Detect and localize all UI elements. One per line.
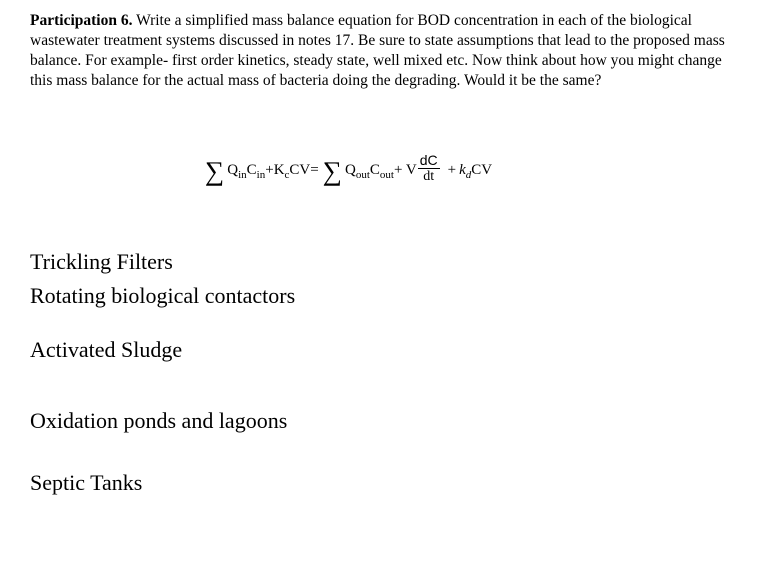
eq-plus-v: + V: [393, 161, 417, 178]
mass-balance-equation: [205, 148, 492, 192]
eq-derivative-fraction: [418, 152, 440, 185]
instruction-paragraph: [30, 11, 730, 91]
summation-symbol: ∑: [205, 155, 225, 186]
participation-label: Participation 6.: [30, 12, 133, 29]
item-trickling-filters: Trickling Filters: [30, 249, 173, 274]
eq-q-out: $Q_{out}$: [344, 161, 370, 181]
item-oxidation-ponds: Oxidation ponds and lagoons: [30, 408, 288, 433]
eq-kd-term: $k_d$: [459, 161, 472, 181]
eq-c-in: $C_{in}$: [246, 161, 266, 181]
item-septic-tanks: Septic Tanks: [30, 470, 143, 495]
eq-q-in: $Q_{in}$: [227, 161, 247, 181]
eq-c-out: $C_{out}$: [369, 161, 394, 181]
eq-kc-term: $+K_cCV=$: [265, 161, 319, 181]
item-rotating-biological-contactors: Rotating biological contactors: [30, 283, 296, 308]
fraction-numerator: dC: [419, 151, 438, 168]
eq-plus: +: [447, 161, 457, 178]
item-activated-sludge: Activated Sludge: [30, 337, 183, 362]
fraction-denominator: dt: [423, 168, 435, 184]
eq-cv: CV: [471, 161, 493, 178]
instruction-text: Write a simplified mass balance equation for BOD concentration in each of the biological wastewater treatment systems discussed in notes 17. Be sure to state assumptions that lead to the proposed mass balance. For example- first order kinetics, steady state, well mixed etc. Now think about how you might change this mass balance for the actual mass of bacteria doing the degrading. Would it be the same?: [30, 12, 725, 89]
summation-symbol-2: ∑: [322, 155, 342, 186]
